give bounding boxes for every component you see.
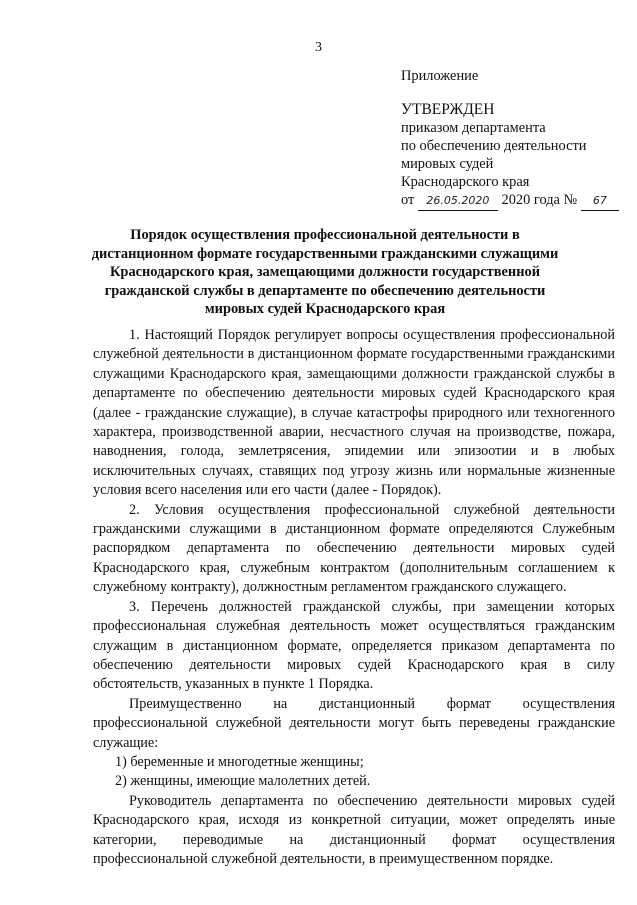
approval-line: приказом департамента	[401, 120, 546, 136]
appendix-label: Приложение	[401, 68, 479, 84]
approval-line: Краснодарского края	[401, 174, 530, 190]
paragraph: 3. Перечень должностей гражданской службы, при замещении которых профессиональная служебная деятельность может осуществляться гражданским служащим в дистанционном формате, определяется приказом департамента по обеспечению деятельности мировых судей Краснодарского края в силу обстоятельств, указанных в пункте 1 Порядка.	[93, 598, 615, 693]
handwritten-number: 67	[581, 192, 619, 211]
document-title: Порядок осуществления профессиональной деятельности в дистанционном формате государственными гражданскими служащими Краснодарского края, замещающими должности государственной гражданской службы в департаменте по обеспечению деятельности мировых судей Краснодарского края	[91, 227, 559, 317]
approval-line: по обеспечению деятельности	[401, 138, 587, 154]
page-number: 3	[315, 40, 322, 55]
list-item: 2) женщины, имеющие малолетних детей.	[115, 773, 371, 790]
approval-stamp	[401, 67, 626, 211]
approved-label: УТВЕРЖДЕН	[401, 101, 495, 118]
paragraph: 1. Настоящий Порядок регулирует вопросы осуществления профессиональной служебной деятельности в дистанционном формате государственными гражданскими служащими Краснодарского края, замещающими должности гражданской службы в департаменте по обеспечению деятельности мировых судей Краснодарского края (далее - гражданские служащие), в случае катастрофы природного или техногенного характера, производственной аварии, несчастного случая на производстве, пожара, наводнения, голода, землетрясения, эпидемии или эпизоотии и в любых исключительных случаях, ставящих под угрозу жизнь или нормальные жизненные условия всего населения или его части (далее - Порядок).	[93, 327, 615, 499]
document-body	[93, 326, 615, 869]
year-text: 2020 года №	[501, 192, 578, 208]
list-item: 1) беременные и многодетные женщины;	[115, 753, 364, 770]
paragraph: Преимущественно на дистанционный формат осуществления профессиональной служебной деятельности могут быть переведены гражданские служащие:	[93, 695, 615, 751]
paragraph: 2. Условия осуществления профессиональной служебной деятельности гражданскими служащими в дистанционном формате определяются Служебным распорядком департамента по обеспечению деятельности мировых судей Краснодарского края, служебным контрактом (дополнительным соглашением к служебному контракту), должностным регламентом гражданского служащего.	[93, 501, 615, 596]
approval-date-line	[401, 191, 626, 211]
date-prefix: от	[401, 192, 415, 208]
approval-line: мировых судей	[401, 156, 494, 172]
handwritten-date: 26.05.2020	[418, 192, 498, 211]
paragraph: Руководитель департамента по обеспечению деятельности мировых судей Краснодарского края, исходя из конкретной ситуации, может определять иные категории, переводимые на дистанционный формат осуществления профессиональной служебной деятельности, в преимущественном порядке.	[93, 792, 615, 867]
